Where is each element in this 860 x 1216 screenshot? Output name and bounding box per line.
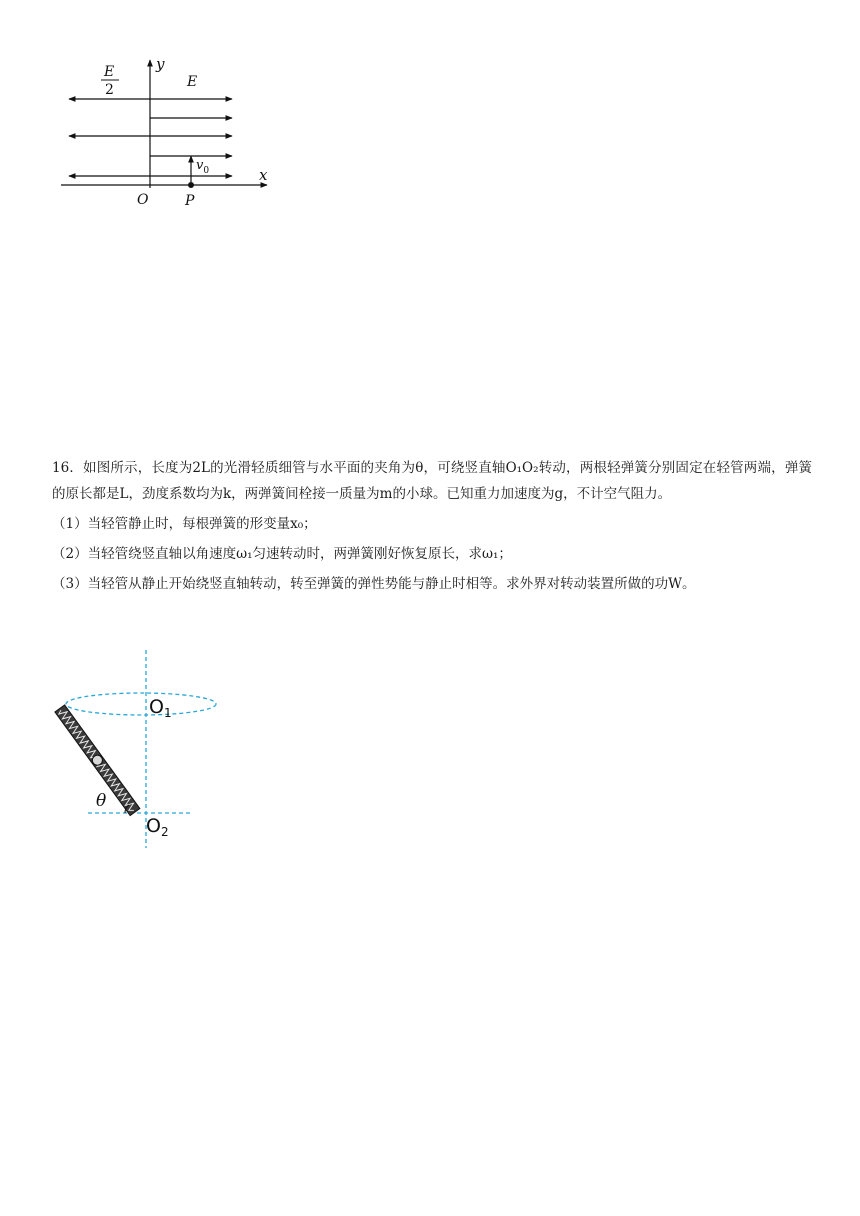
point-p-marker — [188, 182, 194, 188]
problem-stem: 16．如图所示，长度为2L的光滑轻质细管与水平面的夹角为θ，可绕竖直轴O₁O₂转动，两根轻弹簧分别固定在轻管两端，弹簧的原长都是L，劲度系数均为k，两弹簧间栓接一质量为m的小球。已知重力加速度为g，不计空气阻力。 — [52, 460, 812, 502]
rotation-ellipse — [66, 693, 216, 715]
angle-label: θ — [96, 791, 107, 811]
problem-16 — [52, 455, 812, 597]
right-field-label: E — [187, 74, 198, 90]
x-axis-label: x — [259, 166, 268, 184]
point-p-label: P — [185, 193, 195, 209]
question-3: （3）当轻管从静止开始绕竖直轴转动，转至弹簧的弹性势能与静止时相等。求外界对转动装置所做的功W。 — [52, 576, 696, 592]
left-field-label-numerator: E — [104, 64, 115, 80]
rotating-tube-diagram — [48, 648, 228, 853]
left-field-label-denominator: 2 — [105, 82, 114, 98]
velocity-label: $v_0$ — [196, 158, 210, 176]
question-1: （1）当轻管静止时，每根弹簧的形变量x₀； — [52, 516, 317, 532]
origin-label: O — [137, 192, 149, 208]
o1-label: $O_1$ — [149, 696, 172, 720]
y-axis-label: y — [156, 55, 165, 73]
question-2: （2）当轻管绕竖直轴以角速度ω₁匀速转动时，两弹簧刚好恢复原长，求ω₁； — [52, 546, 512, 562]
electric-field-diagram — [55, 52, 280, 212]
o2-label: $O_2$ — [146, 815, 169, 839]
